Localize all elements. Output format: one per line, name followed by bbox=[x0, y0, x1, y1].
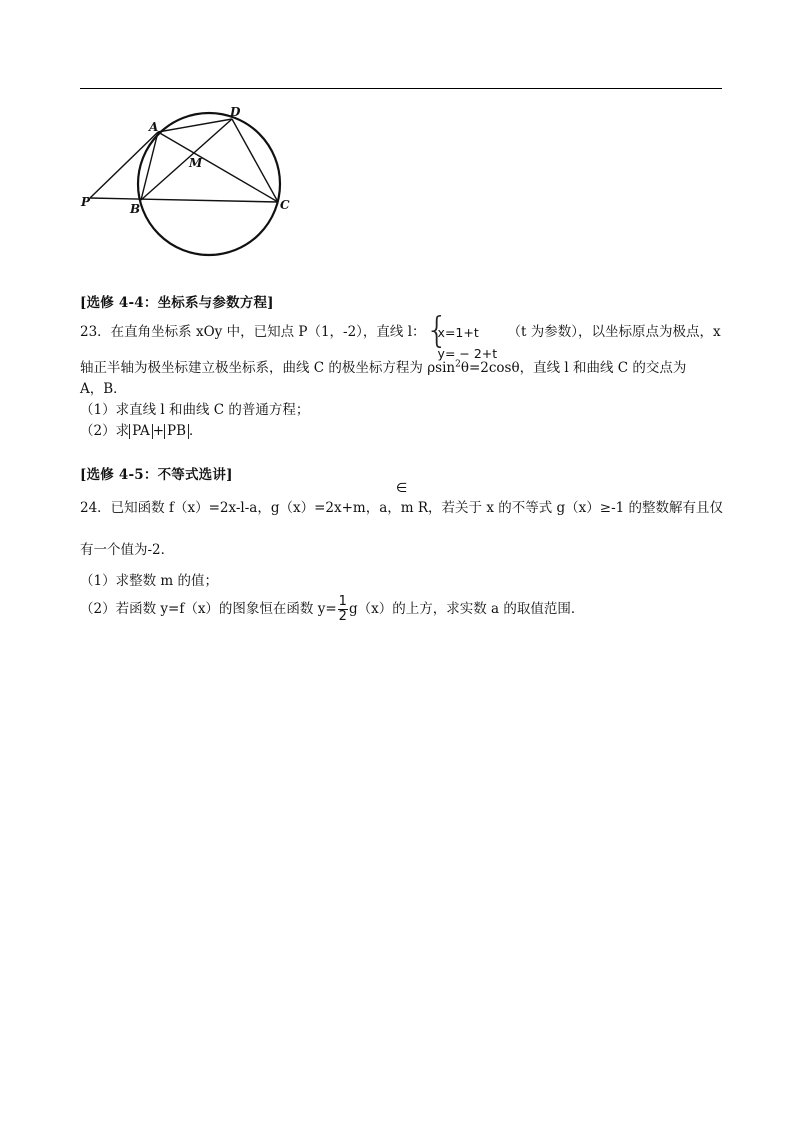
equation-x: x=1+t bbox=[437, 324, 479, 340]
q23-line1 bbox=[80, 309, 721, 361]
label-m: M bbox=[189, 156, 203, 170]
brace-icon: { bbox=[425, 309, 449, 351]
circle-diagram bbox=[78, 100, 308, 262]
q23-part1: （1）求直线 l 和曲线 C 的普通方程； bbox=[80, 402, 310, 418]
q24-part2-suffix: g（x）的上方，求实数 a 的取值范围． bbox=[348, 601, 585, 617]
abs-pa: PA bbox=[129, 424, 153, 439]
equation-y: y= − 2+t bbox=[437, 345, 498, 361]
q24-part1: （1）求整数 m 的值； bbox=[80, 573, 218, 589]
param-equation-system bbox=[425, 309, 502, 361]
label-a: A bbox=[149, 120, 159, 134]
q23-line3: A，B． bbox=[80, 381, 127, 397]
abs-pb: PB bbox=[164, 424, 189, 439]
q23-line2-b: θ=2cosθ，直线 l 和曲线 C 的交点为 bbox=[460, 360, 687, 376]
q24-part2 bbox=[80, 592, 584, 626]
label-b: B bbox=[130, 202, 141, 216]
q23-superscript: 2 bbox=[455, 359, 461, 370]
q23-line2-a: 轴正半轴为极坐标建立极坐标系，曲线 C 的极坐标方程为 ρsin bbox=[80, 360, 456, 376]
section-44-title: [选修 4-4：坐标系与参数方程] bbox=[80, 295, 274, 311]
q23-line2 bbox=[80, 356, 686, 376]
label-p: P bbox=[81, 195, 91, 209]
segment-pa bbox=[90, 132, 158, 198]
label-d: D bbox=[230, 105, 241, 119]
segment-ac bbox=[158, 132, 278, 202]
q24-line1: 24．已知函数 f（x）=2x-l-a，g（x）=2x+m，a，m R，若关于 x 的不等式 g（x）≥-1 的整数解有且仅 bbox=[80, 500, 724, 516]
segment-dc bbox=[232, 119, 278, 202]
section-45-title: [选修 4-5：不等式选讲] bbox=[80, 467, 233, 483]
q23-part2-end: ． bbox=[189, 423, 203, 439]
q23-part2 bbox=[80, 419, 203, 439]
fraction-numerator: 1 bbox=[338, 594, 347, 609]
label-c: C bbox=[280, 198, 290, 212]
q24-part2-prefix: （2）若函数 y=f（x）的图象恒在函数 y= bbox=[80, 601, 337, 617]
q23-suffix: （t 为参数），以坐标原点为极点，x bbox=[507, 324, 721, 340]
q23-part2-prefix: （2）求 bbox=[80, 423, 130, 439]
fraction-denominator: 2 bbox=[338, 609, 347, 624]
segment-pc bbox=[90, 198, 278, 202]
q24-line2: 有一个值为-2． bbox=[80, 542, 175, 558]
segment-ab bbox=[141, 132, 158, 200]
geometry-figure bbox=[78, 100, 308, 262]
header-rule bbox=[80, 88, 722, 89]
plus-sign: + bbox=[152, 423, 164, 439]
element-of-symbol: ∈ bbox=[396, 481, 408, 496]
fraction-one-half bbox=[338, 595, 348, 624]
q23-prefix: 23．在直角坐标系 xOy 中，已知点 P（1，-2），直线 l： bbox=[80, 324, 426, 340]
